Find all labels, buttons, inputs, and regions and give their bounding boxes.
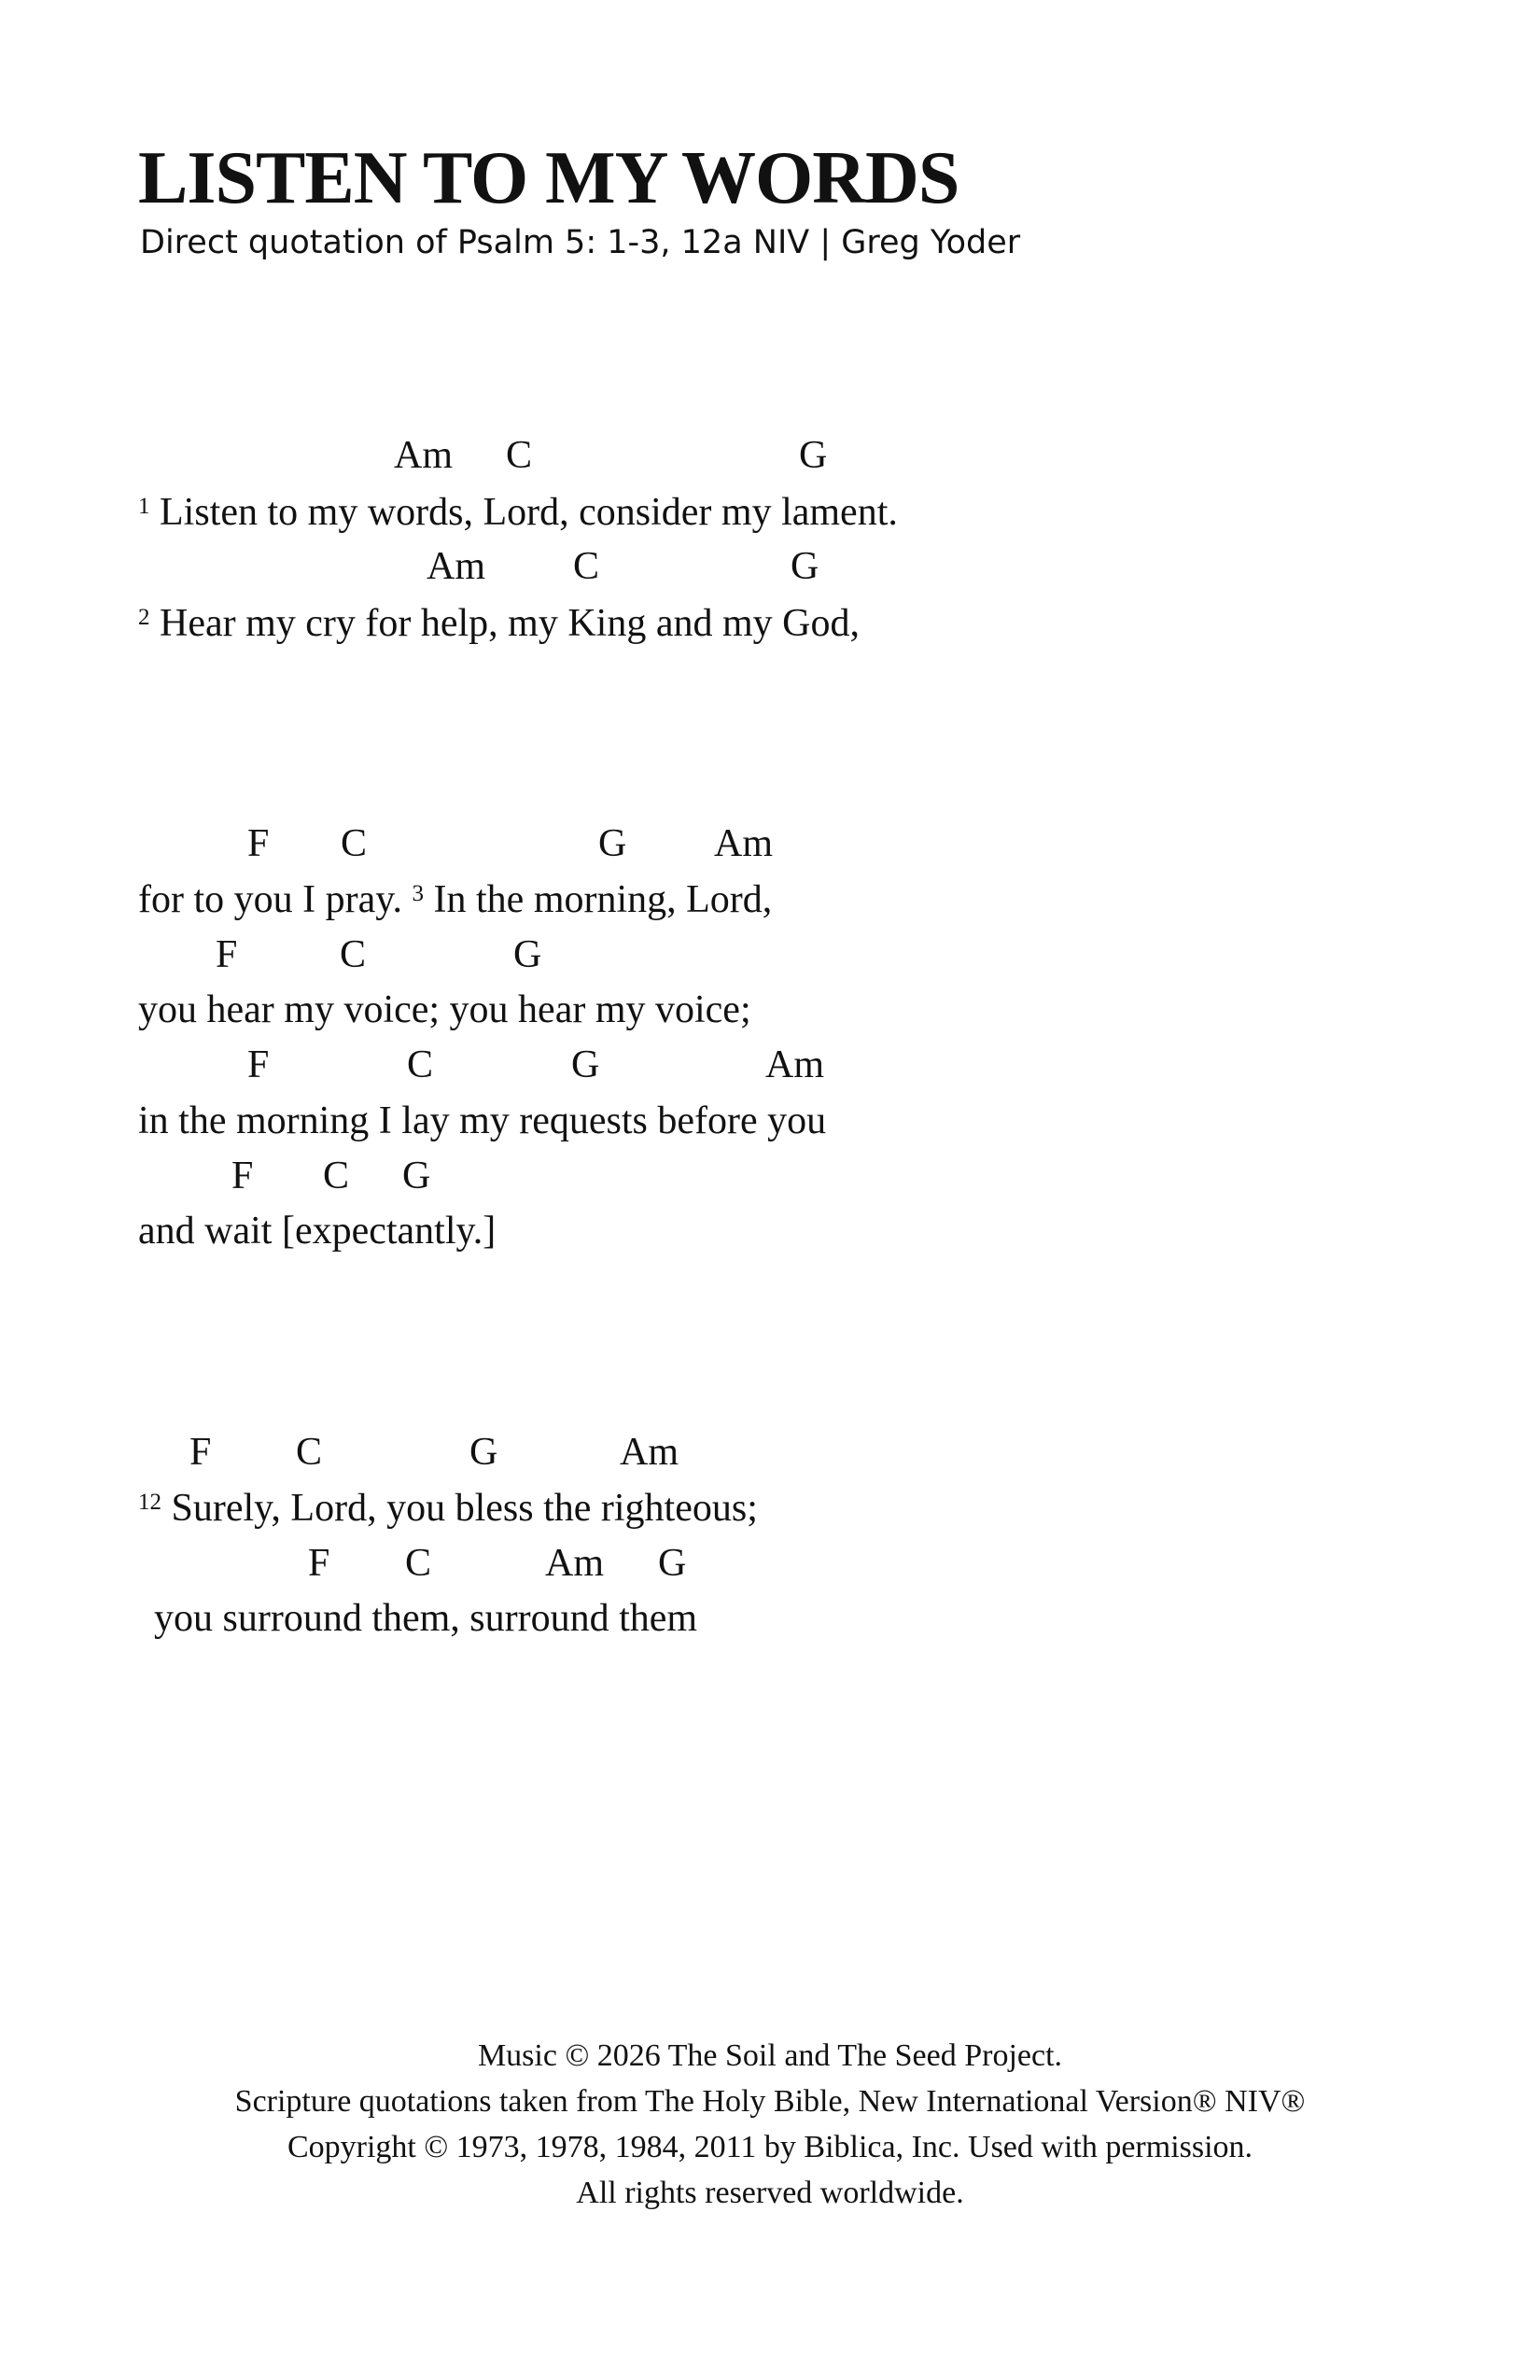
lyric-line bbox=[0, 1203, 1540, 1259]
footer-line: Scripture quotations taken from The Holy Bible, New International Version® NIV® bbox=[234, 2084, 1306, 2119]
chord: C bbox=[296, 1431, 323, 1474]
verse-number: 3 bbox=[412, 881, 425, 906]
lyric-line bbox=[0, 484, 1540, 540]
chord: F bbox=[247, 1043, 270, 1086]
lyric-text: you hear my voice; you hear my voice; bbox=[138, 988, 751, 1031]
chord: G bbox=[469, 1431, 498, 1474]
chord: Am bbox=[620, 1431, 679, 1474]
chord: Am bbox=[545, 1542, 604, 1585]
chord-line bbox=[0, 427, 1540, 483]
chord: F bbox=[231, 1155, 254, 1197]
chord: G bbox=[658, 1542, 687, 1585]
chord: C bbox=[407, 1043, 434, 1086]
lyric-line bbox=[0, 1093, 1540, 1149]
chord-line bbox=[0, 1037, 1540, 1093]
chord-line bbox=[0, 927, 1540, 983]
lyric-line bbox=[0, 982, 1540, 1038]
footer-line: Copyright © 1973, 1978, 1984, 2011 by Biblica, Inc. Used with permission. bbox=[287, 2130, 1253, 2164]
chord: G bbox=[799, 434, 828, 477]
chord-line bbox=[0, 1148, 1540, 1204]
chord: Am bbox=[714, 822, 773, 865]
chord: G bbox=[402, 1155, 431, 1197]
lyric-text: Surely, Lord, you bless the righteous; bbox=[171, 1487, 758, 1530]
lyric-text: In the morning, Lord, bbox=[433, 878, 773, 921]
chord-line bbox=[0, 539, 1540, 595]
chord-line bbox=[0, 1535, 1540, 1591]
chord-line bbox=[0, 816, 1540, 872]
footer-line: All rights reserved worldwide. bbox=[576, 2176, 964, 2210]
chord: C bbox=[341, 822, 368, 865]
chord: G bbox=[513, 933, 542, 976]
chord: G bbox=[598, 822, 627, 865]
chord: Am bbox=[427, 545, 485, 588]
song-subtitle: Direct quotation of Psalm 5: 1-3, 12a NIV | Greg Yoder bbox=[140, 224, 1021, 261]
lyric-line bbox=[0, 872, 1540, 928]
song-title: LISTEN TO MY WORDS bbox=[138, 137, 959, 219]
chord: Am bbox=[394, 434, 453, 477]
chord-line bbox=[0, 1424, 1540, 1480]
chord: F bbox=[308, 1542, 330, 1585]
chord: C bbox=[405, 1542, 432, 1585]
lyric-text: Listen to my words, Lord, consider my lament. bbox=[160, 491, 898, 534]
lyric-text: Hear my cry for help, my King and my God, bbox=[160, 602, 860, 645]
verse-number: 2 bbox=[138, 605, 150, 630]
chord: C bbox=[506, 434, 533, 477]
chord: F bbox=[216, 933, 238, 976]
chord: F bbox=[189, 1431, 212, 1474]
chord: C bbox=[340, 933, 367, 976]
lyric-line bbox=[0, 1590, 1540, 1646]
lyric-line bbox=[0, 595, 1540, 651]
lyric-text: and wait [expectantly.] bbox=[138, 1210, 497, 1253]
chord: G bbox=[791, 545, 819, 588]
lyric-text: for to you I pray. bbox=[138, 878, 403, 921]
chord: C bbox=[573, 545, 600, 588]
verse-number: 12 bbox=[138, 1490, 161, 1515]
lyric-text: you surround them, surround them bbox=[154, 1597, 698, 1640]
lyric-text: in the morning I lay my requests before you bbox=[138, 1099, 827, 1142]
chord: C bbox=[323, 1155, 350, 1197]
lyric-line bbox=[0, 1480, 1540, 1536]
chord: Am bbox=[765, 1043, 824, 1086]
footer-line: Music © 2026 The Soil and The Seed Project. bbox=[477, 2038, 1063, 2073]
verse-number: 1 bbox=[138, 494, 150, 519]
chord: F bbox=[247, 822, 270, 865]
chord: G bbox=[571, 1043, 600, 1086]
copyright-footer bbox=[0, 2033, 1540, 2216]
